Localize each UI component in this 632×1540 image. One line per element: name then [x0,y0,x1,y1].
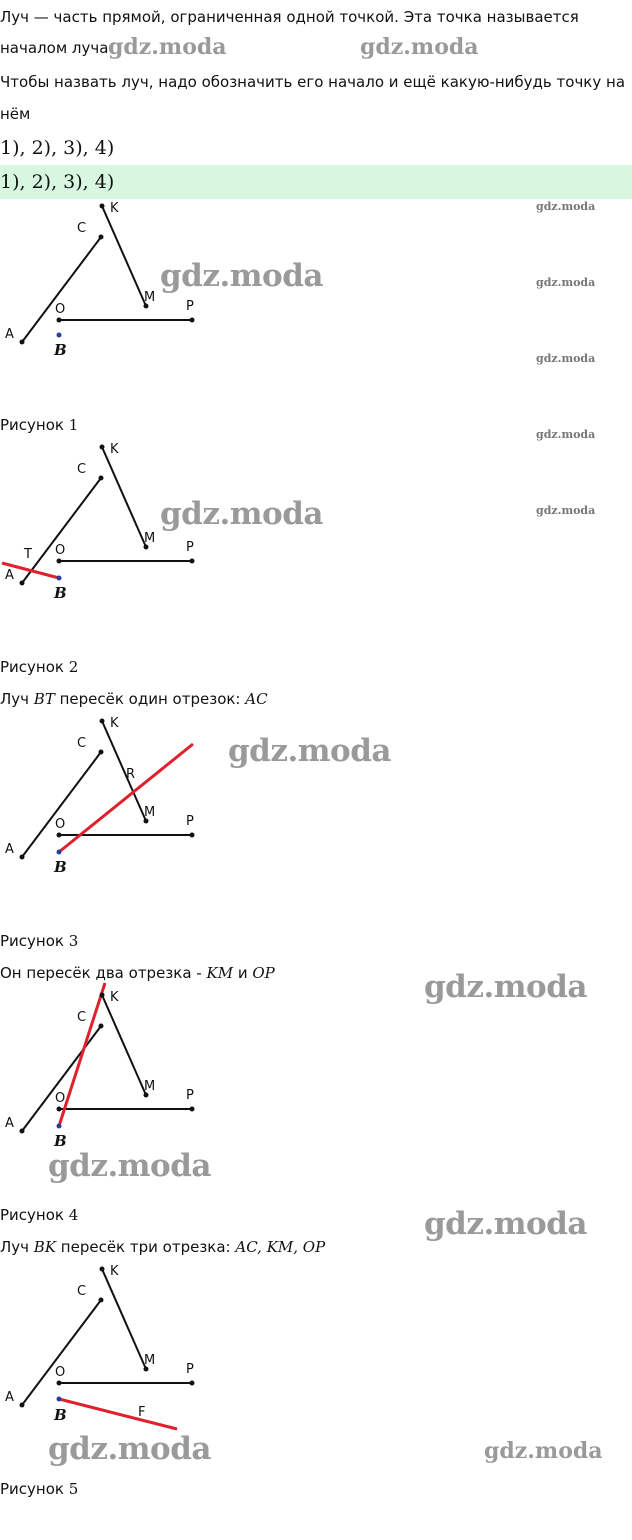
watermark: gdz.moda [536,352,596,365]
caption-figure-4 [0,1205,78,1225]
segment-ac [22,752,101,857]
label-p: P [186,814,194,829]
label-k: K [110,1264,119,1279]
answer-row-2-highlighted: 1), 2), 3), 4) [0,165,632,199]
point-k [100,719,105,724]
watermark: gdz.moda [160,258,323,294]
watermark: gdz.moda [536,276,596,289]
point-p [190,318,195,323]
segment-km [102,721,146,821]
watermark: gdz.moda [536,200,596,213]
point-b [57,850,62,855]
caption-figure-3 [0,931,78,951]
label-b: B [54,584,67,602]
caption-number: 4 [68,1206,79,1224]
watermark: gdz.moda [108,34,227,60]
label-p: P [186,540,194,555]
label-b: B [54,1132,67,1150]
watermark: gdz.moda [536,504,596,517]
answer-row-1: 1), 2), 3), 4) [0,137,115,159]
point-o [57,318,62,323]
statement-1 [0,689,268,709]
label-m: M [144,531,156,546]
label-m: M [144,805,156,820]
label-k: K [110,442,119,457]
point-a [20,855,25,860]
label-f: F [138,1405,146,1420]
label-c: C [77,736,87,751]
watermark: gdz.moda [160,496,323,532]
segment-ac [22,237,101,342]
segment-name-op: OP [252,964,275,982]
segment-ac [22,478,101,583]
watermark: gdz.moda [48,1148,211,1184]
point-k [100,993,105,998]
point-a [20,340,25,345]
statement-1-pre: Луч [0,690,34,708]
label-o: O [55,302,66,317]
statement-3-mid: пересёк три отрезка: [56,1238,236,1256]
caption-word: Рисунок [0,1206,64,1224]
point-c [99,235,104,240]
statement-1-mid: пересёк один отрезок: [54,690,246,708]
label-b: B [54,1406,67,1424]
watermark: gdz.moda [360,34,479,60]
point-k [100,445,105,450]
point-p [190,833,195,838]
point-b [57,576,62,581]
label-p: P [186,1088,194,1103]
label-o: O [55,817,66,832]
figure-4 [0,989,260,1159]
intro-line-3: Чтобы назвать луч, надо обозначить его начало и ещё какую-нибудь точку на [0,73,626,91]
point-a [20,1129,25,1134]
point-c [99,750,104,755]
label-a: A [5,1116,14,1131]
segment-names: AC, KM, OP [235,1238,326,1256]
statement-2 [0,963,275,983]
caption-number: 5 [68,1480,79,1498]
figure-3 [0,715,260,885]
label-a: A [5,327,14,342]
statement-3-pre: Луч [0,1238,34,1256]
segment-km [102,206,146,306]
label-m: M [144,290,156,305]
point-p [190,1107,195,1112]
label-b: B [54,341,67,359]
point-b [57,1397,62,1402]
segment-km [102,995,146,1095]
point-p [190,559,195,564]
ray-name-bt: BT [33,690,55,708]
caption-word: Рисунок [0,932,64,950]
point-o [57,559,62,564]
segment-name-ac: AC [245,690,268,708]
ray-bf [59,1399,177,1429]
watermark: gdz.moda [48,1431,211,1467]
intro-line-1: Луч — часть прямой, ограниченная одной точкой. Эта точка называется [0,8,579,26]
segment-ac [22,1300,101,1405]
statement-2-pre: Он пересёк два отрезка - [0,964,207,982]
label-o: O [55,543,66,558]
watermark: gdz.moda [228,733,391,769]
label-c: C [77,1010,87,1025]
label-m: M [144,1353,156,1368]
segment-name-km: KM [206,964,234,982]
figure-5 [0,1263,260,1433]
point-o [57,1107,62,1112]
point-o [57,1381,62,1386]
label-m: M [144,1079,156,1094]
label-k: K [110,201,119,216]
label-t: T [24,547,32,562]
ray-name-bk: BK [33,1238,57,1256]
point-k [100,204,105,209]
watermark: gdz.moda [484,1438,603,1464]
point-k [100,1267,105,1272]
point-c [99,1298,104,1303]
intro-line-2: началом луча [0,39,109,57]
watermark: gdz.moda [424,969,587,1005]
label-a: A [5,1390,14,1405]
point-c [99,1024,104,1029]
label-b: B [54,858,67,876]
caption-number: 1 [68,416,79,434]
statement-3 [0,1237,325,1257]
caption-word: Рисунок [0,416,64,434]
watermark: gdz.moda [536,428,596,441]
label-k: K [110,990,119,1005]
caption-figure-5 [0,1479,78,1499]
point-c [99,476,104,481]
statement-2-and: и [233,964,253,982]
point-b [57,333,62,338]
caption-figure-1 [0,415,78,435]
label-r: R [126,767,136,782]
point-p [190,1381,195,1386]
point-a [20,581,25,586]
caption-figure-2 [0,657,78,677]
label-p: P [186,299,194,314]
caption-word: Рисунок [0,1480,64,1498]
label-p: P [186,1362,194,1377]
caption-word: Рисунок [0,658,64,676]
label-a: A [5,842,14,857]
caption-number: 3 [68,932,79,950]
caption-number: 2 [68,658,79,676]
label-a: A [5,568,14,583]
label-c: C [77,221,87,236]
label-o: O [55,1365,66,1380]
ray-bk [59,983,105,1126]
label-o: O [55,1091,66,1106]
label-k: K [110,716,119,731]
point-a [20,1403,25,1408]
point-o [57,833,62,838]
segment-km [102,447,146,547]
label-c: C [77,462,87,477]
segment-km [102,1269,146,1369]
point-b [57,1124,62,1129]
watermark: gdz.moda [424,1206,587,1242]
intro-line-4: нём [0,105,31,123]
label-c: C [77,1284,87,1299]
